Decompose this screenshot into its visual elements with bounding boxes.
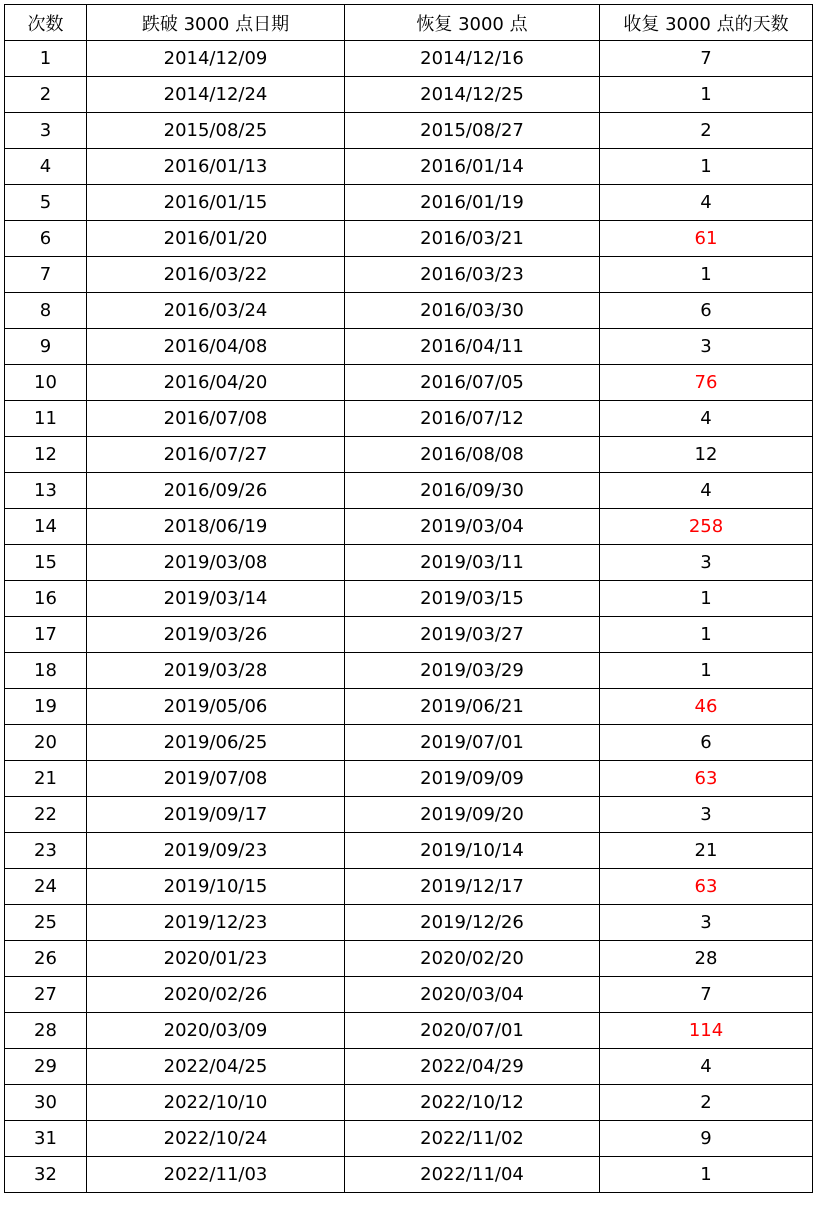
data-table bbox=[4, 4, 813, 1193]
cell-recover-date: 2019/10/14 bbox=[345, 833, 600, 869]
cell-count: 11 bbox=[5, 401, 87, 437]
cell-count: 15 bbox=[5, 545, 87, 581]
cell-break-date: 2016/03/22 bbox=[87, 257, 345, 293]
cell-recover-days: 4 bbox=[600, 473, 813, 509]
cell-break-date: 2022/10/10 bbox=[87, 1085, 345, 1121]
cell-break-date: 2019/09/17 bbox=[87, 797, 345, 833]
cell-recover-date: 2020/07/01 bbox=[345, 1013, 600, 1049]
cell-break-date: 2019/10/15 bbox=[87, 869, 345, 905]
cell-count: 25 bbox=[5, 905, 87, 941]
table-row bbox=[5, 653, 813, 689]
cell-break-date: 2015/08/25 bbox=[87, 113, 345, 149]
cell-count: 16 bbox=[5, 581, 87, 617]
cell-recover-date: 2016/03/23 bbox=[345, 257, 600, 293]
cell-recover-days: 258 bbox=[600, 509, 813, 545]
cell-count: 23 bbox=[5, 833, 87, 869]
cell-break-date: 2018/06/19 bbox=[87, 509, 345, 545]
table-row bbox=[5, 617, 813, 653]
cell-count: 20 bbox=[5, 725, 87, 761]
cell-break-date: 2022/10/24 bbox=[87, 1121, 345, 1157]
cell-recover-date: 2019/03/11 bbox=[345, 545, 600, 581]
cell-recover-date: 2016/09/30 bbox=[345, 473, 600, 509]
cell-break-date: 2014/12/09 bbox=[87, 41, 345, 77]
cell-count: 27 bbox=[5, 977, 87, 1013]
cell-count: 10 bbox=[5, 365, 87, 401]
cell-count: 32 bbox=[5, 1157, 87, 1193]
cell-count: 17 bbox=[5, 617, 87, 653]
cell-recover-date: 2019/06/21 bbox=[345, 689, 600, 725]
table-row bbox=[5, 329, 813, 365]
table-row bbox=[5, 41, 813, 77]
cell-recover-days: 1 bbox=[600, 257, 813, 293]
cell-count: 7 bbox=[5, 257, 87, 293]
cell-recover-days: 2 bbox=[600, 1085, 813, 1121]
cell-count: 29 bbox=[5, 1049, 87, 1085]
cell-count: 22 bbox=[5, 797, 87, 833]
cell-recover-date: 2022/04/29 bbox=[345, 1049, 600, 1085]
header-recover-date: 恢复 3000 点 bbox=[345, 5, 600, 41]
cell-recover-date: 2019/03/15 bbox=[345, 581, 600, 617]
cell-break-date: 2020/03/09 bbox=[87, 1013, 345, 1049]
table-row bbox=[5, 725, 813, 761]
cell-recover-days: 12 bbox=[600, 437, 813, 473]
cell-recover-date: 2016/08/08 bbox=[345, 437, 600, 473]
cell-count: 9 bbox=[5, 329, 87, 365]
cell-count: 12 bbox=[5, 437, 87, 473]
table-header-row bbox=[5, 5, 813, 41]
cell-recover-date: 2019/03/27 bbox=[345, 617, 600, 653]
cell-count: 1 bbox=[5, 41, 87, 77]
cell-recover-days: 3 bbox=[600, 905, 813, 941]
cell-recover-date: 2019/03/29 bbox=[345, 653, 600, 689]
cell-count: 18 bbox=[5, 653, 87, 689]
cell-recover-date: 2019/12/17 bbox=[345, 869, 600, 905]
cell-count: 31 bbox=[5, 1121, 87, 1157]
cell-count: 28 bbox=[5, 1013, 87, 1049]
cell-recover-days: 63 bbox=[600, 761, 813, 797]
cell-recover-days: 114 bbox=[600, 1013, 813, 1049]
table-row bbox=[5, 113, 813, 149]
table-row bbox=[5, 869, 813, 905]
cell-recover-days: 63 bbox=[600, 869, 813, 905]
cell-recover-days: 1 bbox=[600, 149, 813, 185]
cell-recover-days: 3 bbox=[600, 545, 813, 581]
cell-recover-date: 2014/12/16 bbox=[345, 41, 600, 77]
table-row bbox=[5, 1121, 813, 1157]
cell-recover-date: 2016/03/21 bbox=[345, 221, 600, 257]
cell-recover-date: 2022/11/04 bbox=[345, 1157, 600, 1193]
cell-recover-date: 2019/03/04 bbox=[345, 509, 600, 545]
cell-count: 6 bbox=[5, 221, 87, 257]
cell-recover-date: 2022/10/12 bbox=[345, 1085, 600, 1121]
table-row bbox=[5, 221, 813, 257]
table-row bbox=[5, 293, 813, 329]
cell-count: 2 bbox=[5, 77, 87, 113]
cell-recover-days: 9 bbox=[600, 1121, 813, 1157]
cell-recover-date: 2020/03/04 bbox=[345, 977, 600, 1013]
table-row bbox=[5, 977, 813, 1013]
cell-recover-days: 61 bbox=[600, 221, 813, 257]
cell-recover-days: 1 bbox=[600, 77, 813, 113]
cell-recover-days: 1 bbox=[600, 653, 813, 689]
cell-recover-days: 7 bbox=[600, 977, 813, 1013]
cell-count: 4 bbox=[5, 149, 87, 185]
cell-recover-date: 2016/01/14 bbox=[345, 149, 600, 185]
cell-recover-days: 6 bbox=[600, 293, 813, 329]
cell-break-date: 2016/01/15 bbox=[87, 185, 345, 221]
cell-break-date: 2016/09/26 bbox=[87, 473, 345, 509]
cell-break-date: 2016/01/20 bbox=[87, 221, 345, 257]
cell-recover-days: 1 bbox=[600, 617, 813, 653]
header-count: 次数 bbox=[5, 5, 87, 41]
cell-recover-date: 2016/03/30 bbox=[345, 293, 600, 329]
cell-recover-days: 3 bbox=[600, 797, 813, 833]
cell-count: 8 bbox=[5, 293, 87, 329]
table-row bbox=[5, 77, 813, 113]
cell-recover-days: 7 bbox=[600, 41, 813, 77]
table-row bbox=[5, 833, 813, 869]
cell-break-date: 2019/03/14 bbox=[87, 581, 345, 617]
table-row bbox=[5, 401, 813, 437]
table-row bbox=[5, 509, 813, 545]
table-row bbox=[5, 761, 813, 797]
cell-break-date: 2020/02/26 bbox=[87, 977, 345, 1013]
table-row bbox=[5, 545, 813, 581]
cell-recover-days: 2 bbox=[600, 113, 813, 149]
table-row bbox=[5, 437, 813, 473]
cell-break-date: 2022/04/25 bbox=[87, 1049, 345, 1085]
table-row bbox=[5, 185, 813, 221]
cell-recover-days: 6 bbox=[600, 725, 813, 761]
cell-recover-days: 76 bbox=[600, 365, 813, 401]
table-row bbox=[5, 365, 813, 401]
cell-count: 19 bbox=[5, 689, 87, 725]
cell-recover-date: 2019/07/01 bbox=[345, 725, 600, 761]
cell-recover-date: 2019/09/09 bbox=[345, 761, 600, 797]
table-row bbox=[5, 797, 813, 833]
table-row bbox=[5, 689, 813, 725]
cell-recover-days: 1 bbox=[600, 1157, 813, 1193]
header-recover-days: 收复 3000 点的天数 bbox=[600, 5, 813, 41]
cell-break-date: 2020/01/23 bbox=[87, 941, 345, 977]
table-row bbox=[5, 941, 813, 977]
table-row bbox=[5, 1013, 813, 1049]
cell-recover-days: 28 bbox=[600, 941, 813, 977]
cell-break-date: 2016/04/08 bbox=[87, 329, 345, 365]
cell-break-date: 2019/06/25 bbox=[87, 725, 345, 761]
cell-break-date: 2022/11/03 bbox=[87, 1157, 345, 1193]
cell-recover-date: 2022/11/02 bbox=[345, 1121, 600, 1157]
cell-recover-days: 4 bbox=[600, 185, 813, 221]
cell-recover-date: 2016/01/19 bbox=[345, 185, 600, 221]
cell-count: 24 bbox=[5, 869, 87, 905]
table-body bbox=[5, 41, 813, 1193]
cell-recover-date: 2019/09/20 bbox=[345, 797, 600, 833]
cell-count: 14 bbox=[5, 509, 87, 545]
cell-recover-days: 21 bbox=[600, 833, 813, 869]
cell-break-date: 2019/09/23 bbox=[87, 833, 345, 869]
cell-break-date: 2016/04/20 bbox=[87, 365, 345, 401]
cell-recover-date: 2016/04/11 bbox=[345, 329, 600, 365]
cell-recover-days: 4 bbox=[600, 1049, 813, 1085]
header-break-date: 跌破 3000 点日期 bbox=[87, 5, 345, 41]
cell-break-date: 2019/03/08 bbox=[87, 545, 345, 581]
cell-break-date: 2019/07/08 bbox=[87, 761, 345, 797]
cell-recover-days: 4 bbox=[600, 401, 813, 437]
cell-break-date: 2016/01/13 bbox=[87, 149, 345, 185]
table-row bbox=[5, 149, 813, 185]
table-row bbox=[5, 257, 813, 293]
cell-recover-days: 46 bbox=[600, 689, 813, 725]
cell-count: 5 bbox=[5, 185, 87, 221]
cell-count: 3 bbox=[5, 113, 87, 149]
cell-break-date: 2019/03/26 bbox=[87, 617, 345, 653]
cell-break-date: 2019/12/23 bbox=[87, 905, 345, 941]
cell-recover-date: 2019/12/26 bbox=[345, 905, 600, 941]
cell-count: 21 bbox=[5, 761, 87, 797]
cell-break-date: 2014/12/24 bbox=[87, 77, 345, 113]
cell-recover-date: 2016/07/12 bbox=[345, 401, 600, 437]
table-row bbox=[5, 581, 813, 617]
cell-break-date: 2016/07/27 bbox=[87, 437, 345, 473]
cell-recover-date: 2020/02/20 bbox=[345, 941, 600, 977]
cell-count: 30 bbox=[5, 1085, 87, 1121]
cell-break-date: 2019/05/06 bbox=[87, 689, 345, 725]
cell-break-date: 2016/07/08 bbox=[87, 401, 345, 437]
table-row bbox=[5, 905, 813, 941]
cell-count: 26 bbox=[5, 941, 87, 977]
cell-recover-date: 2014/12/25 bbox=[345, 77, 600, 113]
cell-recover-days: 3 bbox=[600, 329, 813, 365]
cell-recover-days: 1 bbox=[600, 581, 813, 617]
cell-break-date: 2016/03/24 bbox=[87, 293, 345, 329]
cell-recover-date: 2015/08/27 bbox=[345, 113, 600, 149]
cell-break-date: 2019/03/28 bbox=[87, 653, 345, 689]
table-row bbox=[5, 1085, 813, 1121]
table-row bbox=[5, 1049, 813, 1085]
cell-recover-date: 2016/07/05 bbox=[345, 365, 600, 401]
cell-count: 13 bbox=[5, 473, 87, 509]
table-row bbox=[5, 473, 813, 509]
table-row bbox=[5, 1157, 813, 1193]
